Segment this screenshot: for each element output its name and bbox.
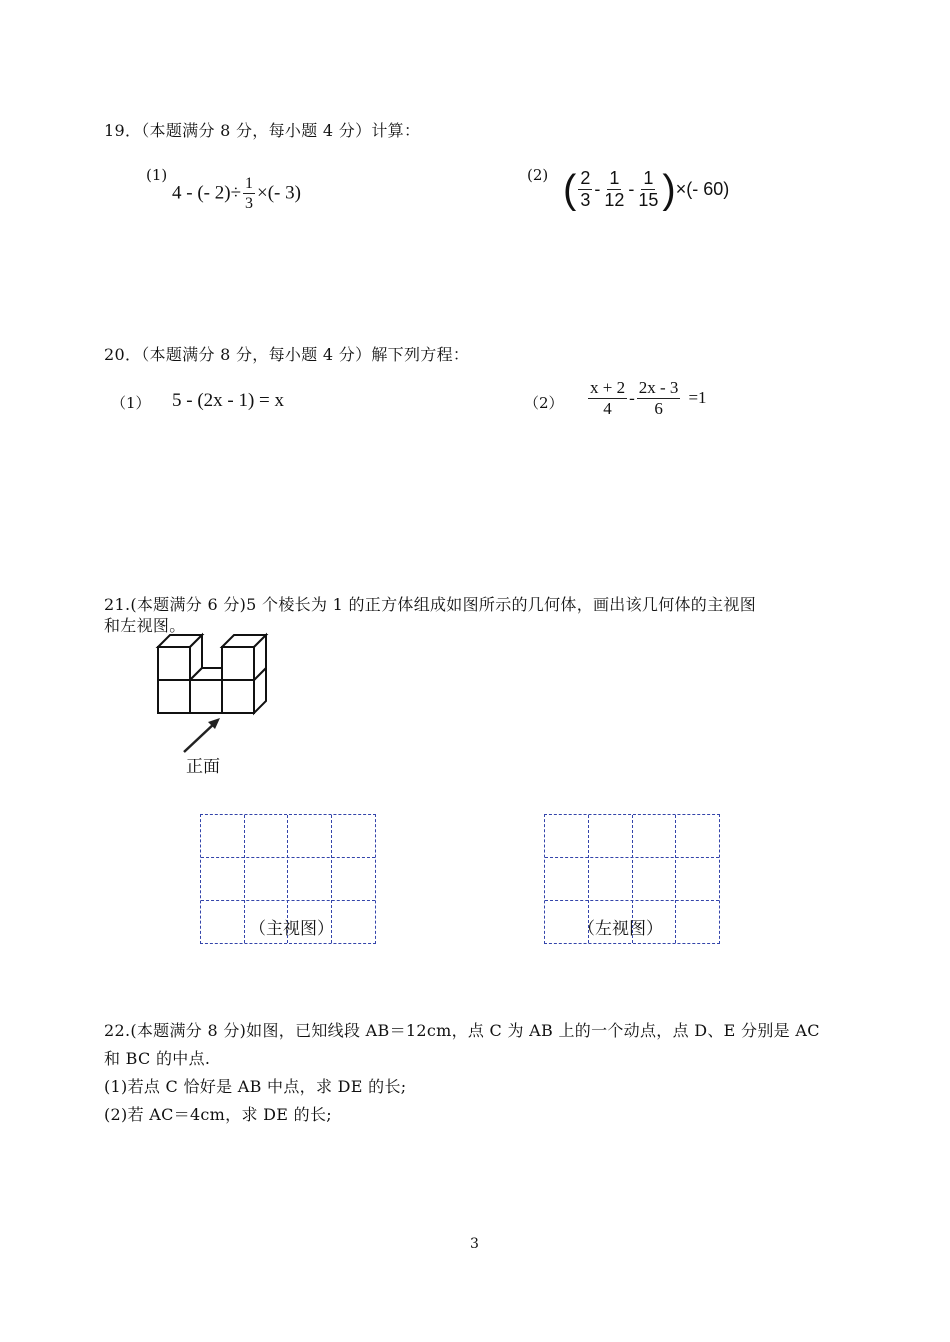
q22-part2: (2)若 AC＝4cm，求 DE 的长; [104,1105,332,1124]
q20-part1-equation: 5 - (2x - 1) = x [172,390,285,411]
q20-part1-label: （1） [111,394,151,412]
q19-p2-f3n: 1 [643,168,654,188]
q19-p2-f2n: 1 [609,168,620,188]
q19-part1-expression [172,175,301,214]
q20-p2-minus: - [629,388,635,408]
q19-p2-f3d: 15 [638,189,659,210]
q19-p1-tail: ×(- 3) [257,182,301,204]
q19-p1-lead: 4 - [172,182,198,204]
q22-part1: (1)若点 C 恰好是 AB 中点，求 DE 的长; [104,1077,407,1096]
q19-p2-rparen: ) [662,167,676,212]
q19-part1-label: (1) [146,166,168,184]
q20-part2-label: （2） [524,394,564,412]
q20-p2-f1d: 4 [603,398,612,418]
q20-part2-equation [586,378,707,419]
q19-p1-den: 3 [245,195,253,213]
left-view-caption: （左视图） [578,919,663,939]
front-label: 正面 [186,757,220,777]
q19-p2-f1n: 2 [580,168,591,188]
page-number: 3 [470,1236,479,1252]
q22-line1: 22.(本题满分 8 分)如图，已知线段 AB＝12cm，点 C 为 AB 上的一个动点，点 D、E 分别是 AC [104,1021,820,1040]
q19-p2-minus2: - [628,179,635,200]
q19-p1-num: 1 [243,175,255,194]
q19-part2-label: (2) [527,166,549,184]
q19-p2-f1d: 3 [580,189,591,210]
q20-p2-f2d: 6 [654,398,663,418]
q22-line2: 和 BC 的中点. [104,1049,211,1068]
q19-part2-expression [563,168,729,211]
q20-p2-f2n: 2x - 3 [638,378,679,397]
q21-heading-line2: 和左视图。 [104,616,186,635]
q19-p1-div: ÷ [230,182,241,204]
q19-p2-tail: ×(- 60) [675,179,730,200]
q20-p2-f1n: x + 2 [590,378,626,397]
q20-heading: 20．（本题满分 8 分，每小题 4 分）解下列方程： [104,345,470,364]
q20-p2-tail: =1 [688,388,707,408]
main-view-caption: （主视图） [249,919,334,939]
q19-p2-f2d: 12 [604,189,625,210]
q19-heading: 19．（本题满分 8 分，每小题 4 分）计算： [104,121,421,140]
q21-heading-line1: 21.(本题满分 6 分)5 个棱长为 1 的正方体组成如图所示的几何体，画出该几何体的主视图 [104,595,756,614]
q19-p1-neg2: (- 2) [197,182,231,204]
q19-p2-lparen: ( [563,167,577,212]
q19-p2-minus1: - [594,179,601,200]
cube-figure [148,630,308,780]
